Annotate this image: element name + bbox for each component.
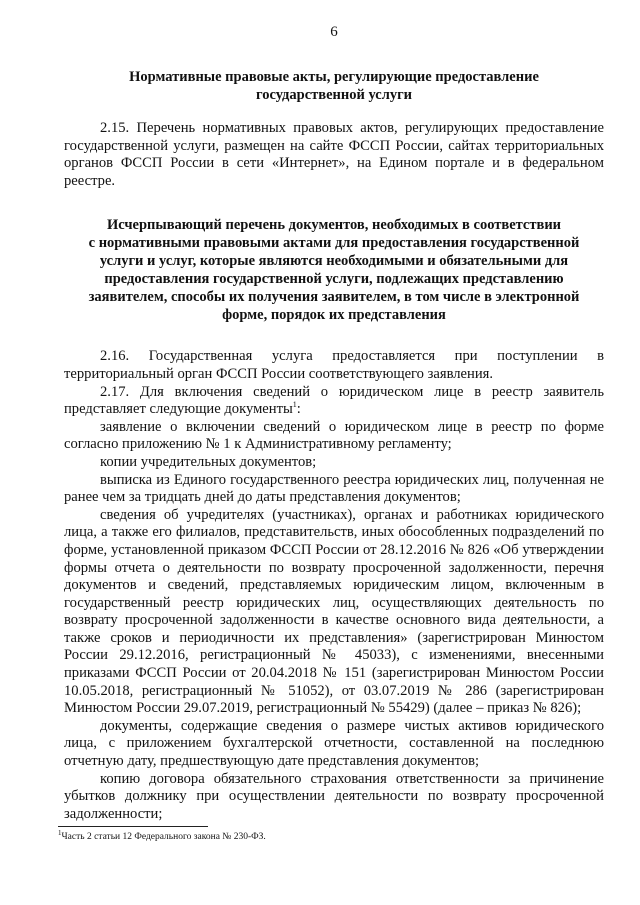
footnote-reference: 1 <box>292 400 297 410</box>
list-item: документы, содержащие сведения о размере чистых активов юридического лица, с приложением бухгалтерской отчетности, составленной на последнюю отчетную дату, предшествующую дате представления документов; <box>64 717 604 770</box>
paragraph-2-15: 2.15. Перечень нормативных правовых актов, регулирующих предоставление государственной услуги, размещен на сайте ФССП России, сайтах территориальных органов ФССП России в сети «Интернет», на Едином портале и в федеральном реестре. <box>64 120 604 189</box>
paragraph-2-16: 2.16. Государственная услуга предоставляется при поступлении в территориальный орган ФССП России соответствующего заявления. <box>64 348 604 382</box>
paragraph-2-17-suffix: : <box>296 401 301 418</box>
footnote-mark: 1 <box>58 828 62 837</box>
heading-line: Исчерпывающий перечень документов, необходимых в соответствии <box>106 217 562 234</box>
heading-line: заявителем, способы их получения заявителем, в том числе в электронной <box>88 289 580 306</box>
heading-line: Нормативные правовые акты, регулирующие предоставление <box>129 69 539 85</box>
list-item: копию договора обязательного страхования ответственности за причинение убытков должнику при осуществлении деятельности по возврату просроченной задолженности; <box>64 770 604 822</box>
heading-line: государственной услуги <box>255 87 413 103</box>
paragraph-2-17-text: 2.17. Для включения сведений о юридическом лице в реестр заявитель представляет следующие документы <box>64 383 604 418</box>
heading-line: предоставления государственной услуги, подлежащих представлению <box>104 271 564 288</box>
heading-line: форме, порядок их представления <box>222 307 446 324</box>
footnote-divider <box>58 826 208 827</box>
heading-line: с нормативными правовыми актами для предоставления государственной <box>88 235 580 252</box>
list-item: выписка из Единого государственного реестра юридических лиц, полученная не ранее чем за тридцать дней до даты представления документов; <box>64 471 604 506</box>
footnote-text: Часть 2 статьи 12 Федерального закона № 230-ФЗ. <box>61 832 266 842</box>
paragraph-2-17 <box>64 384 604 419</box>
section-heading-documents-list <box>64 216 604 324</box>
footnote <box>58 828 266 842</box>
page-number: 6 <box>330 24 338 40</box>
list-item: сведения об учредителях (участниках), органах и работниках юридического лица, а также его филиалов, представительств, иных обособленных подразделений по форме, установленной приказом ФССП России от 28.12.2016 № 826 «Об утверждении формы отчета о деятельности по возврату просроченной задолженности, перечня документов и сведений, представляемых юридическим лицом, включенным в государственный реестр юридических лиц, осуществляющих деятельность по возврату просроченной задолженности в качестве основного вида деятельности, а также сроков и периодичности их представления» (зарегистрирован Минюстом России 29.12.2016, регистрационный № 45033), с изменениями, внесенными приказами ФССП России от 20.04.2018 № 151 (зарегистрирован Минюстом России 10.05.2018, регистрационный № 51052), от 03.07.2019 № 286 (зарегистрирован Минюстом России 29.07.2019, регистрационный № 55429) (далее – приказ № 826); <box>64 506 604 717</box>
heading-line: услуги и услуг, которые являются необходимыми и обязательными для <box>99 253 569 270</box>
list-item: копии учредительных документов; <box>100 453 317 470</box>
section-heading-normative-acts <box>64 68 604 104</box>
list-item: заявление о включении сведений о юридическом лице в реестр по форме согласно приложению № 1 к Административному регламенту; <box>64 418 604 453</box>
